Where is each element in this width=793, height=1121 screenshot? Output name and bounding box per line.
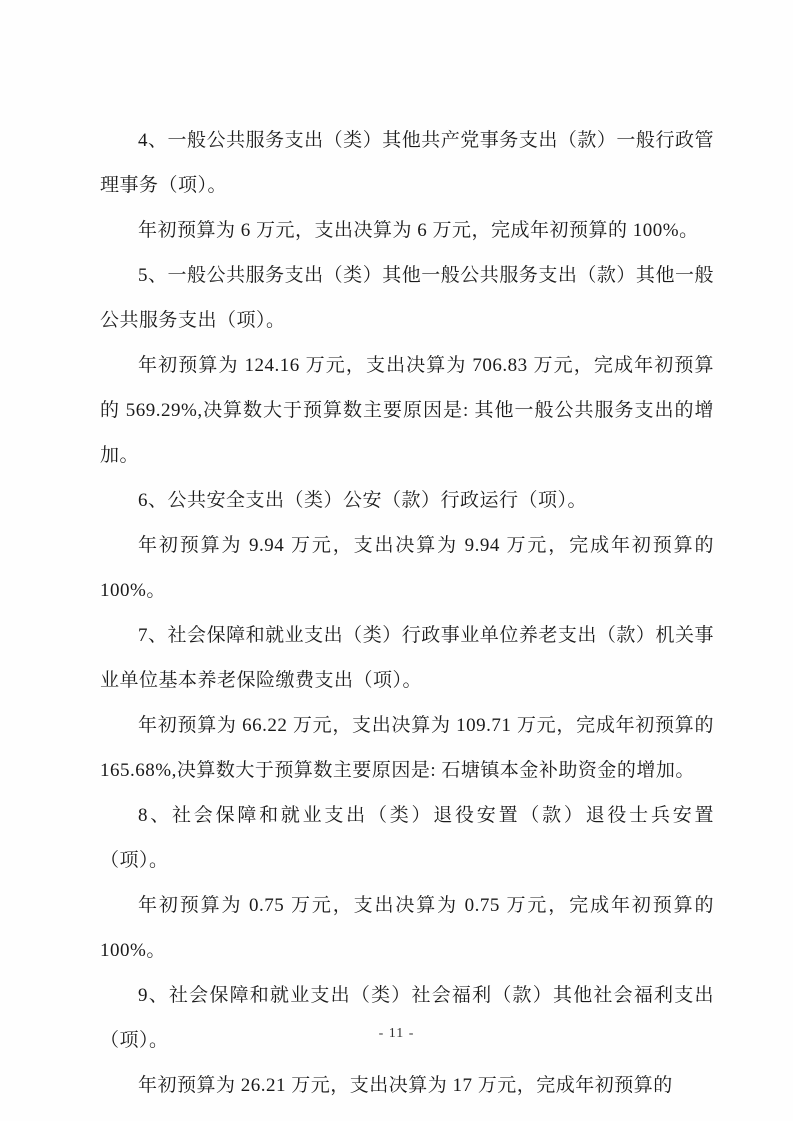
paragraph: 5、一般公共服务支出（类）其他一般公共服务支出（款）其他一般公共服务支出（项）。 xyxy=(100,265,714,331)
paragraph: 9、社会保障和就业支出（类）社会福利（款）其他社会福利支出（项）。 xyxy=(100,985,714,1051)
paragraph: 6、公共安全支出（类）公安（款）行政运行（项）。 xyxy=(138,490,588,511)
paragraph: 4、一般公共服务支出（类）其他共产党事务支出（款）一般行政管理事务（项）。 xyxy=(100,130,714,196)
paragraph: 年初预算为 66.22 万元，支出决算为 109.71 万元，完成年初预算的 165.68%,决算数大于预算数主要原因是: 石塘镇本金补助资金的增加。 xyxy=(100,715,714,781)
paragraph: 8、社会保障和就业支出（类）退役安置（款）退役士兵安置（项）。 xyxy=(100,805,714,871)
page-number: - 11 - xyxy=(378,1026,415,1041)
paragraph: 7、社会保障和就业支出（类）行政事业单位养老支出（款）机关事业单位基本养老保险缴费支出（项）。 xyxy=(100,625,714,691)
paragraph: 年初预算为 9.94 万元，支出决算为 9.94 万元，完成年初预算的 100%。 xyxy=(100,535,714,601)
paragraph: 年初预算为 124.16 万元，支出决算为 706.83 万元，完成年初预算的 569.29%,决算数大于预算数主要原因是: 其他一般公共服务支出的增加。 xyxy=(100,355,714,466)
paragraph: 年初预算为 26.21 万元，支出决算为 17 万元，完成年初预算的 xyxy=(138,1075,673,1096)
paragraph: 年初预算为 0.75 万元，支出决算为 0.75 万元，完成年初预算的 100%。 xyxy=(100,895,714,961)
document-body xyxy=(100,118,714,1108)
paragraph: 年初预算为 6 万元，支出决算为 6 万元，完成年初预算的 100%。 xyxy=(138,220,699,241)
